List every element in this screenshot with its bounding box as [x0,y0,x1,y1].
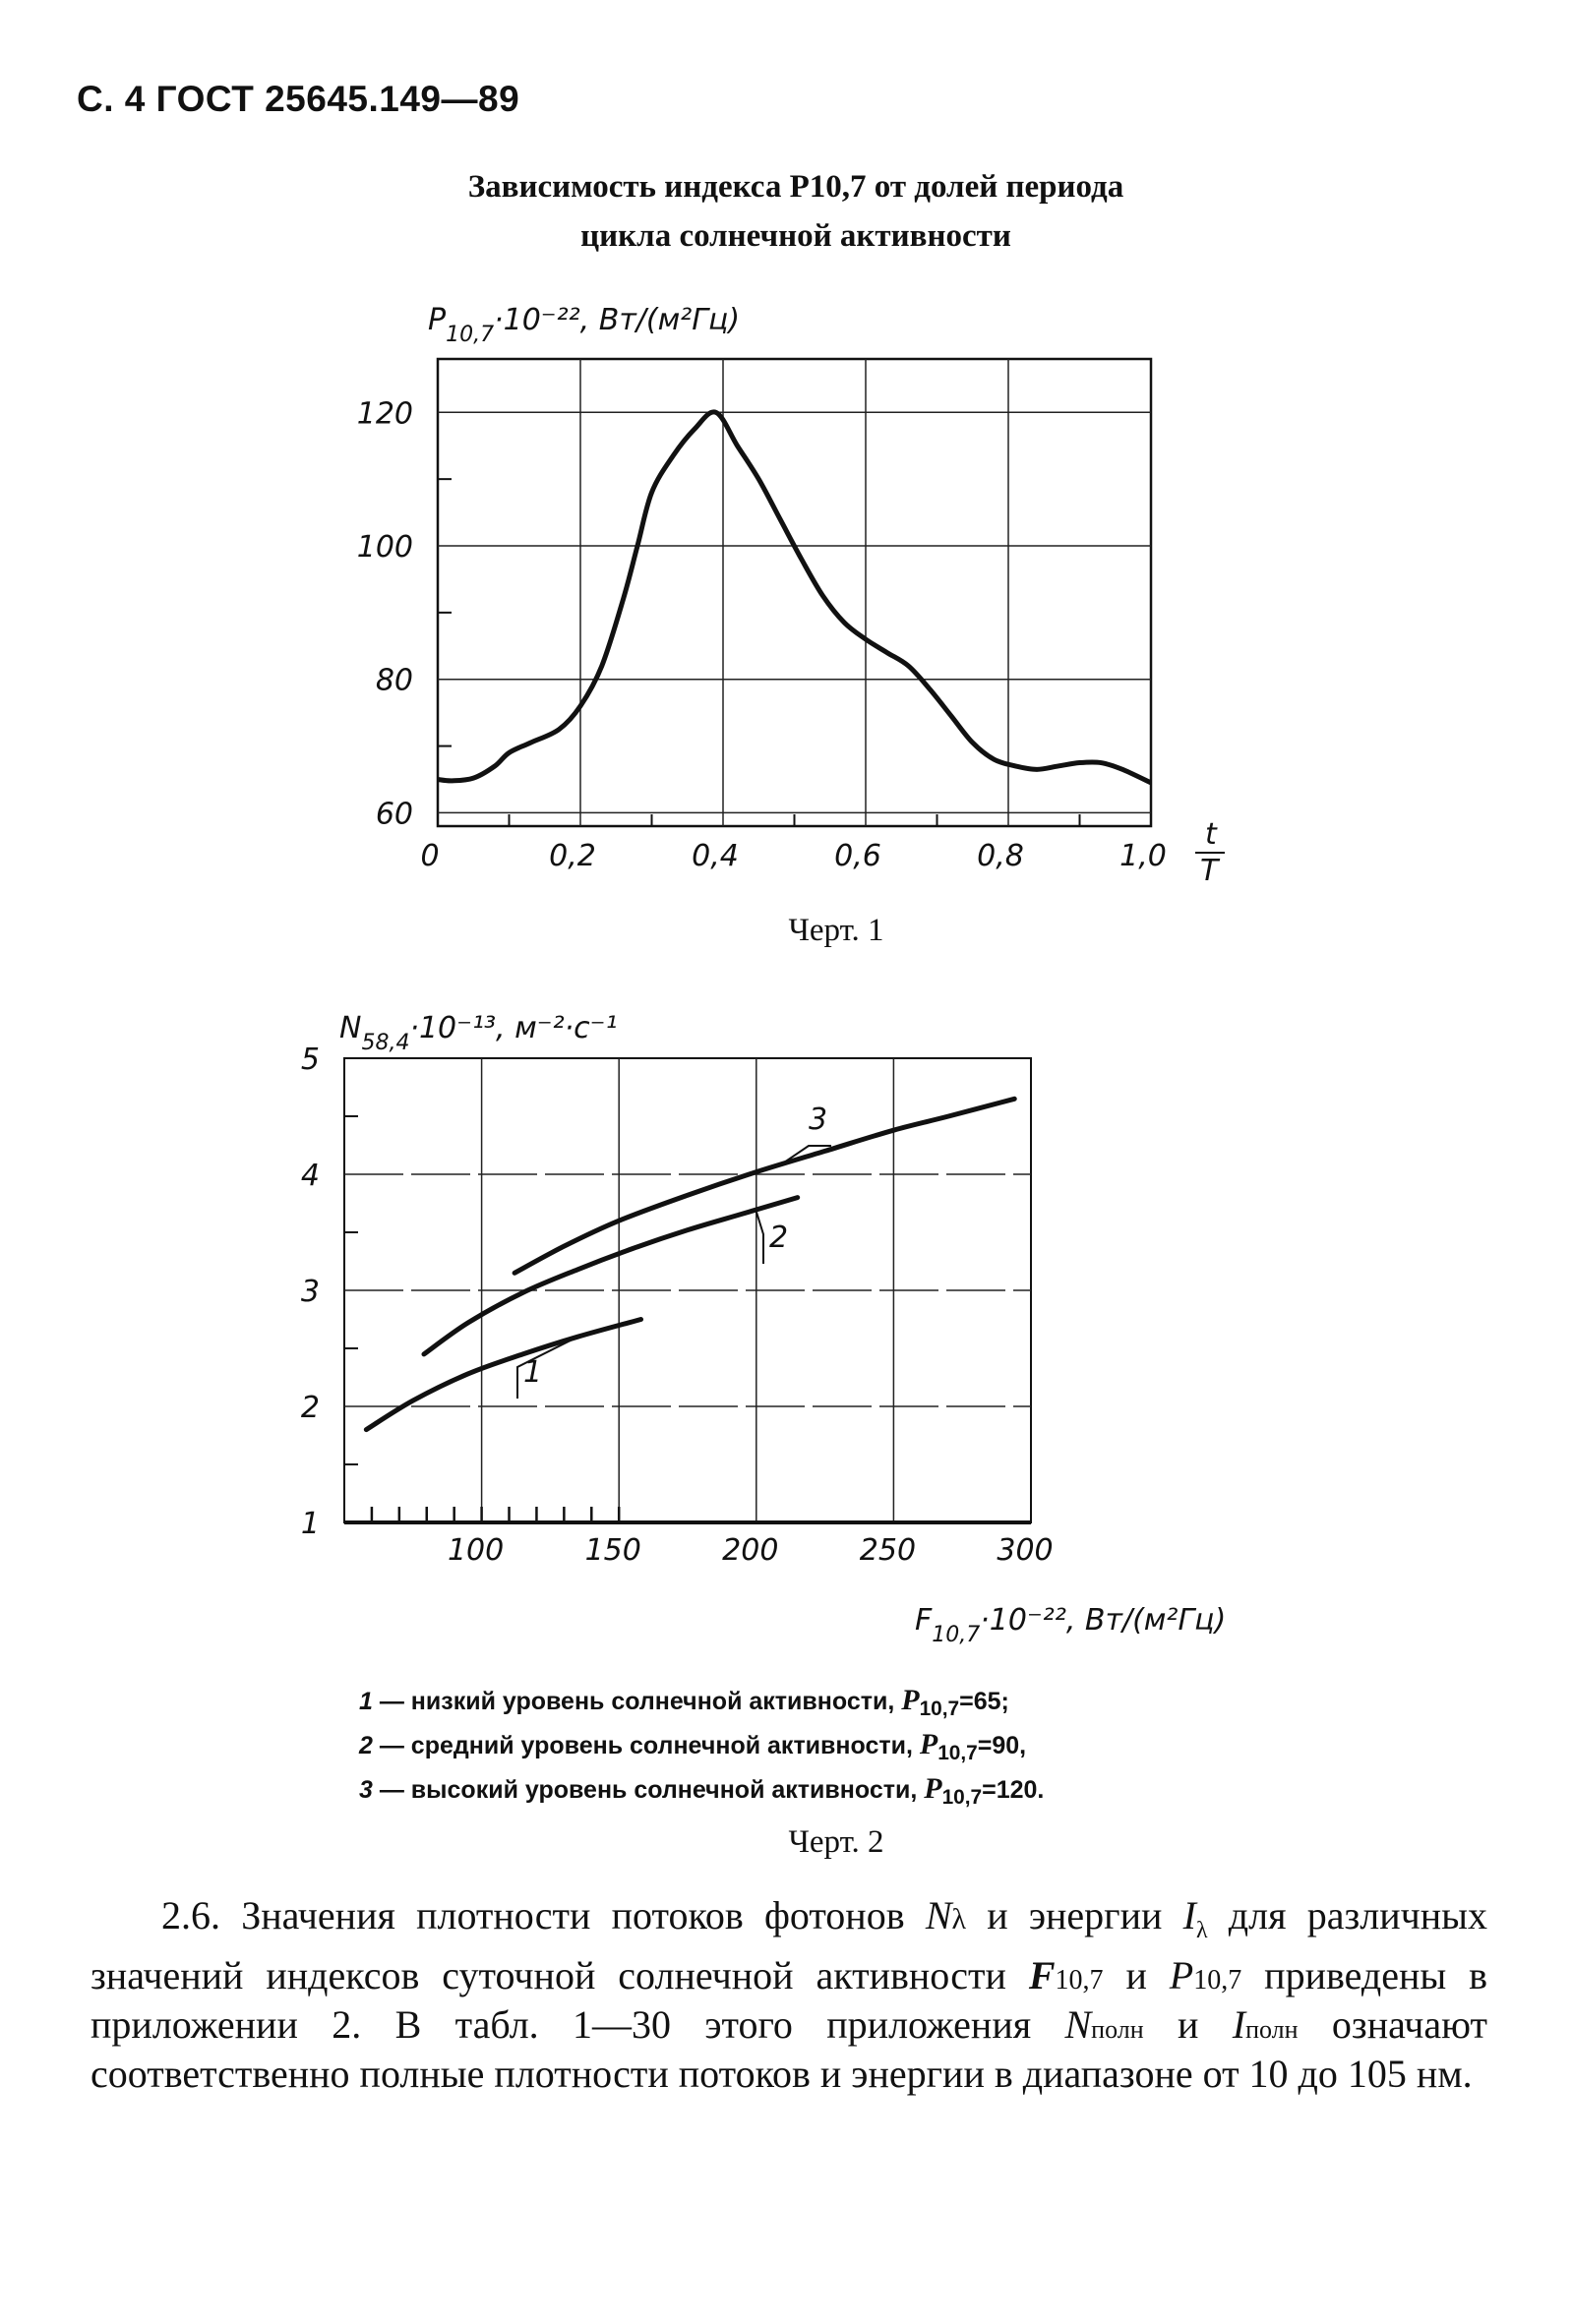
legend-2-num: 2 [359,1732,373,1759]
chart-2-x-tick-label: 200 [722,1533,779,1568]
chart-2-x-label-rest: ·10⁻²², Вт/(м²Гц) [980,1603,1227,1638]
legend-2-text: — средний уровень солнечной активности, [379,1732,913,1759]
chart-2-y-tick-label: 3 [300,1275,320,1309]
legend-item-1 [359,1684,1009,1721]
chart-1-y-tick-label: 120 [356,396,413,432]
chart-2-y-label-main: N [339,1011,362,1045]
chart-2-series [366,1099,1014,1429]
legend-item-3 [359,1772,1044,1810]
chart-2-curve-3-label: 3 [809,1102,828,1137]
legend-2-param: P [919,1728,938,1760]
chart-2-curve-1-label: 1 [523,1355,543,1390]
para-i-lambda: I [1182,1893,1196,1937]
chart-2-x-label-main: F [915,1603,933,1638]
chart-2-ticks [344,1116,1031,1522]
chart-1-y-label-rest: ·10⁻²², Вт/(м²Гц) [494,303,741,337]
chart-2-y-tick-label: 1 [300,1507,320,1541]
chart-2-series-1-line [366,1320,640,1430]
para-n-lambda: N [925,1893,952,1937]
chart-2-x-axis-label [915,1603,1226,1647]
chart-2-x-tick-label: 100 [447,1533,505,1568]
chart-1-x-tick-label: 1,0 [1119,839,1167,873]
para-npoln: N [1064,2002,1092,2047]
chart-1-x-tick-label: 0,8 [977,839,1024,873]
chart-2-y-tick-label: 2 [300,1391,320,1425]
chart-1-x-tick-label: 0,4 [692,839,739,873]
legend-2-value: =90, [977,1732,1027,1759]
legend-1-num: 1 [359,1688,373,1715]
para-npoln-sub: полн [1091,2015,1144,2044]
chart-1-x-tick-label: 0 [420,839,440,873]
chart-1-y-tick-label: 80 [375,663,413,698]
para-and: и энергии [987,1893,1163,1937]
legend-1-sub: 10,7 [919,1698,960,1720]
para-lead: 2.6. Значения плотности потоков фотонов [161,1893,905,1937]
para-and2: и [1125,1953,1147,1997]
chart-2-series-2-line [424,1198,798,1354]
chart-2-y-axis-label [339,1011,618,1055]
legend-3-num: 3 [359,1776,373,1804]
chart-1-y-tick-label: 100 [356,530,413,565]
para-rest3: означают соответственно полные плотности потоков и энергии в диапазоне от 10 до 105 нм. [91,2002,1487,2096]
chart-2-x-tick-label: 150 [584,1533,641,1568]
chart-1-y-label-sub: 10,7 [446,323,495,347]
chart-2-curve-labels [517,1102,831,1399]
legend-1-param: P [901,1684,920,1716]
legend-2-sub: 10,7 [937,1742,978,1764]
chart-2-x-tick-label: 250 [859,1533,917,1568]
page-header: С. 4 ГОСТ 25645.149—89 [77,79,520,119]
chart-2-x-label-sub: 10,7 [932,1623,981,1647]
para-rest2: приведены в приложении 2. В табл. 1—30 этого приложения [91,1953,1488,2047]
chart-1-x-label-top: t [1205,817,1217,852]
chart-2-y-tick-labels [301,1043,320,1541]
chart-1-y-tick-label: 60 [375,797,413,832]
chart-2-y-tick-label: 5 [300,1043,320,1077]
legend-3-value: =120. [982,1776,1045,1804]
chart-2-caption: Черт. 2 [788,1824,884,1860]
chart-2-y-label-rest: ·10⁻¹³, м⁻²·с⁻¹ [409,1011,618,1045]
chart-2-y-label-sub: 58,4 [361,1031,410,1055]
legend-3-param: P [924,1772,942,1805]
figure-title-line-2: цикла солнечной активности [580,218,1011,254]
body-paragraph [91,1893,1487,2096]
svg-text:N58,4·10⁻¹³, м⁻²·с⁻¹ [339,1011,618,1055]
legend-1-text: — низкий уровень солнечной активности, [379,1688,895,1715]
chart-1-x-label-bottom: T [1200,854,1219,888]
para-ipoln: I [1232,2002,1246,2047]
para-f107: F [1028,1953,1056,1997]
chart-1-caption: Черт. 1 [788,913,884,948]
legend-3-text: — высокий уровень солнечной активности, [379,1776,918,1804]
chart-1-y-label-main: P [428,303,447,337]
para-rest1: для различных значений индексов суточной солнечной активности [91,1893,1488,1997]
legend-1-value: =65; [959,1688,1009,1715]
para-p107-sub: 10,7 [1193,1965,1242,1996]
legend-3-sub: 10,7 [941,1786,983,1809]
svg-text:F10,7·10⁻²², Вт/(м²Гц) [915,1603,1226,1647]
chart-1-x-tick-label: 0,2 [549,839,596,873]
para-lambda: λ [951,1903,967,1936]
chart-2-x-tick-labels [448,1533,1054,1568]
chart-2-curve-2-label: 2 [769,1221,789,1255]
para-and3: и [1178,2002,1199,2047]
chart-2-series-3-line [514,1099,1014,1273]
chart-2-y-tick-label: 4 [300,1159,320,1193]
para-p107: P [1169,1953,1194,1997]
chart-2-curve-2-leader [756,1212,763,1264]
para-i-lambda-sub: λ [1195,1918,1208,1943]
para-f107-sub: 10,7 [1055,1965,1104,1996]
para-ipoln-sub: полн [1245,2015,1299,2044]
figure-title-line-1: Зависимость индекса P10,7 от долей периода [467,169,1124,205]
chart-1-x-tick-label: 0,6 [834,839,881,873]
chart-2-x-tick-label: 300 [997,1533,1054,1568]
chart-2-grid [344,1058,1031,1522]
legend-item-2 [359,1728,1026,1765]
